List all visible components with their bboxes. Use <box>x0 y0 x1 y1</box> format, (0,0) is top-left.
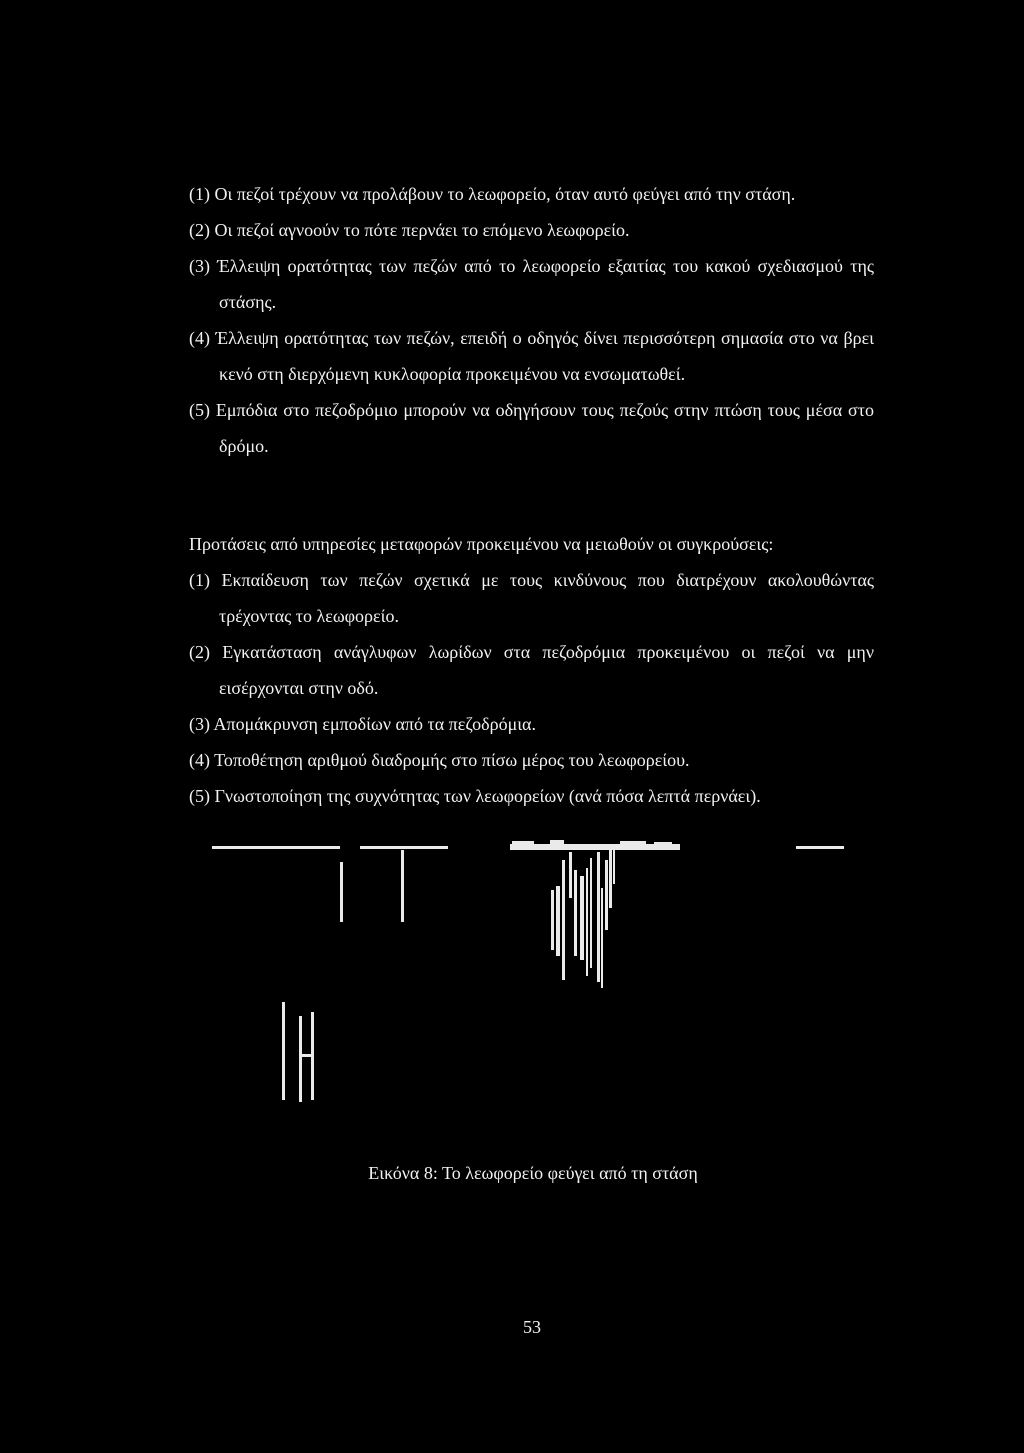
causes-list <box>189 176 874 464</box>
list-item: (1) Οι πεζοί τρέχουν να προλάβουν το λεωφορείο, όταν αυτό φεύγει από την στάση. <box>189 184 796 204</box>
proposals-intro: Προτάσεις από υπηρεσίες μεταφορών προκειμένου να μειωθούν οι συγκρούσεις: <box>189 534 774 554</box>
list-item: (4) Τοποθέτηση αριθμού διαδρομής στο πίσω μέρος του λεωφορείου. <box>189 750 690 770</box>
list-item: (1) Εκπαίδευση των πεζών σχετικά με τους κινδύνους που διατρέχουν ακολουθώντας τρέχοντας το λεωφορείο. <box>189 570 874 626</box>
page-number: 53 <box>523 1317 541 1337</box>
list-item: (5) Γνωστοποίηση της συχνότητας των λεωφορείων (ανά πόσα λεπτά περνάει). <box>189 786 761 806</box>
list-item: (3) Έλλειψη ορατότητας των πεζών από το λεωφορείο εξαιτίας του κακού σχεδιασμού της στάσης. <box>189 256 874 312</box>
list-item: (4) Έλλειψη ορατότητας των πεζών, επειδή ο οδηγός δίνει περισσότερη σημασία στο να βρει κενό στη διερχόμενη κυκλοφορία προκειμένου να ενσωματωθεί. <box>189 328 874 384</box>
degraded-bus-stop-illustration <box>212 840 844 1130</box>
list-item: (2) Εγκατάσταση ανάγλυφων λωρίδων στα πεζοδρόμια προκειμένου οι πεζοί να μην εισέρχονται στην οδό. <box>189 642 874 698</box>
list-item: (5) Εμπόδια στο πεζοδρόμιο μπορούν να οδηγήσουν τους πεζούς στην πτώση τους μέσα στο δρόμο. <box>189 400 874 456</box>
figure-image <box>200 830 860 1130</box>
figure-caption: Εικόνα 8: Το λεωφορείο φεύγει από τη στάση <box>368 1163 698 1183</box>
proposals-list <box>189 562 874 814</box>
list-item: (2) Οι πεζοί αγνοούν το πότε περνάει το επόμενο λεωφορείο. <box>189 220 630 240</box>
list-item: (3) Απομάκρυνση εμποδίων από τα πεζοδρόμια. <box>189 714 536 734</box>
